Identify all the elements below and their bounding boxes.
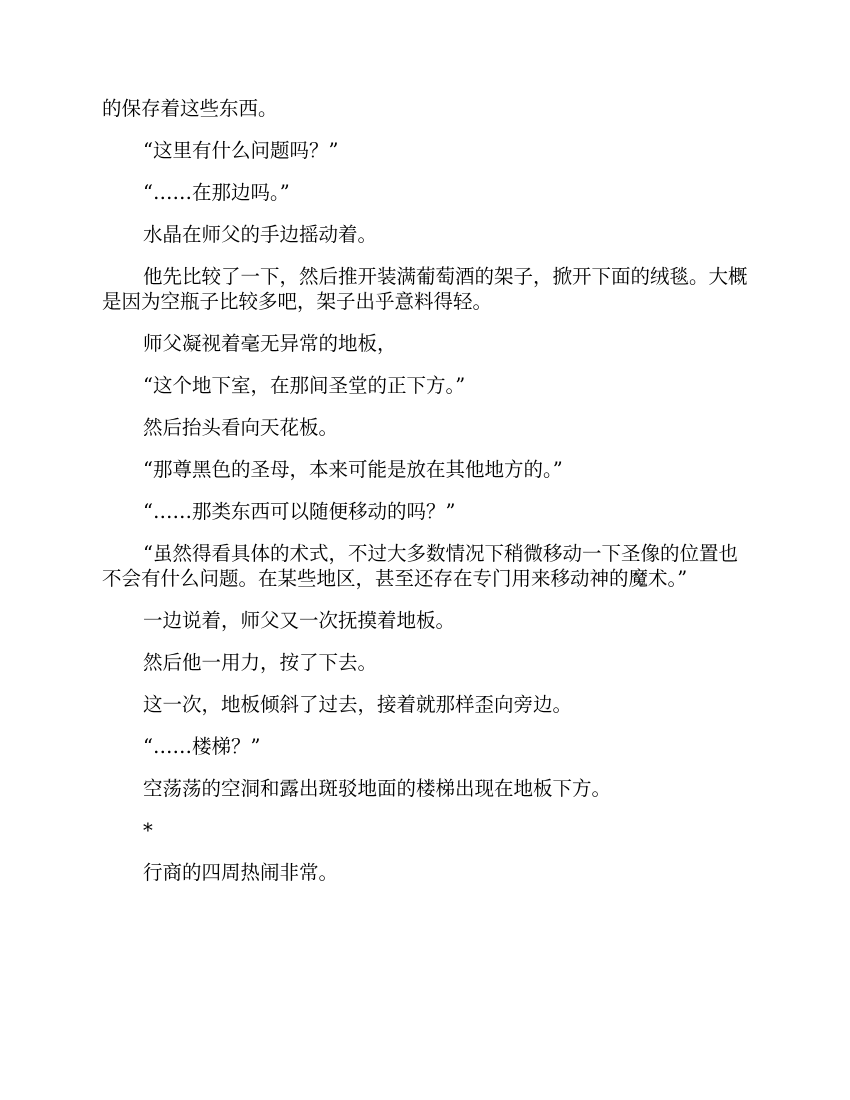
- paragraph: “这个地下室，在那间圣堂的正下方。”: [143, 374, 466, 397]
- paragraph: 的保存着这些东西。: [102, 97, 278, 120]
- paragraph: “这里有什么问题吗？”: [143, 139, 339, 162]
- paragraph: 他先比较了一下，然后推开装满葡萄酒的架子，掀开下面的绒毯。大概是因为空瓶子比较多吧，架子出乎意料得轻。: [102, 265, 748, 313]
- document-body: [102, 96, 750, 902]
- paragraph: 这一次，地板倾斜了过去，接着就那样歪向旁边。: [143, 693, 573, 716]
- paragraph: “……楼梯？”: [143, 735, 261, 758]
- paragraph: 行商的四周热闹非常。: [143, 861, 339, 884]
- paragraph: “……在那边吗。”: [143, 181, 290, 204]
- paragraph: 水晶在师父的手边摇动着。: [143, 223, 378, 246]
- paragraph: 师父凝视着毫无异常的地板，: [143, 332, 397, 355]
- paragraph: 空荡荡的空洞和露出斑驳地面的楼梯出现在地板下方。: [143, 777, 612, 800]
- section-separator: *: [143, 819, 153, 842]
- paragraph: 然后抬头看向天花板。: [143, 416, 339, 439]
- paragraph: “虽然得看具体的术式，不过大多数情况下稍微移动一下圣像的位置也不会有什么问题。在某些地区，甚至还存在专门用来移动神的魔术。”: [102, 542, 738, 590]
- paragraph: 一边说着，师父又一次抚摸着地板。: [143, 609, 456, 632]
- paragraph: “……那类东西可以随便移动的吗？”: [143, 500, 456, 523]
- paragraph: 然后他一用力，按了下去。: [143, 651, 378, 674]
- paragraph: “那尊黑色的圣母，本来可能是放在其他地方的。”: [143, 458, 563, 481]
